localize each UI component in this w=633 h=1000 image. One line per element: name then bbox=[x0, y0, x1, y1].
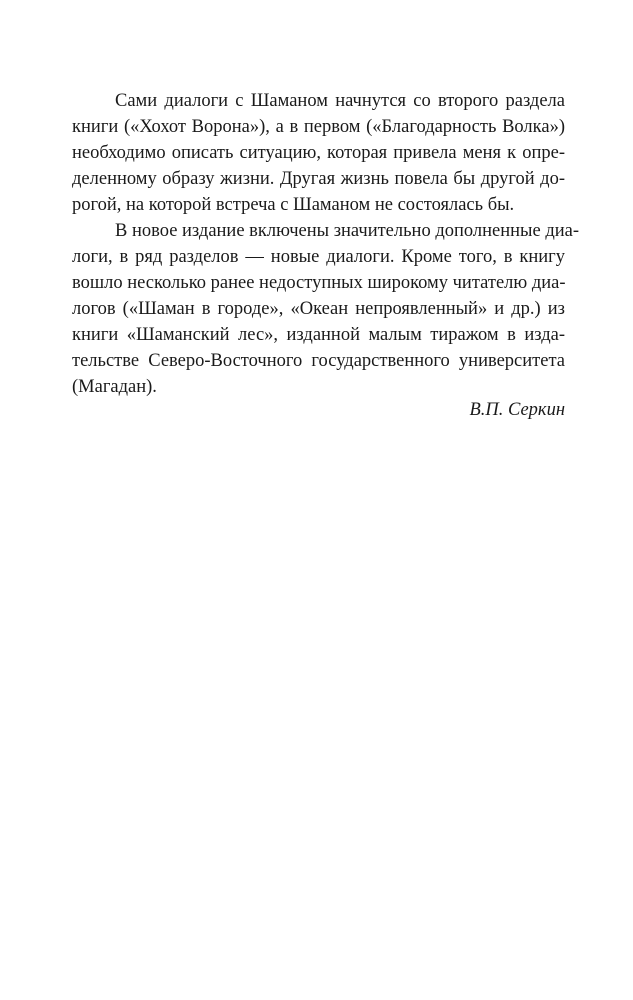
text-line: (Магадан). bbox=[72, 377, 157, 397]
text-line: В новое издание включены значительно дополненные диа- bbox=[115, 221, 579, 241]
text-line: книги («Хохот Ворона»), а в первом («Благодарность Волка») bbox=[72, 117, 565, 137]
text-line: логов («Шаман в городе», «Океан непроявленный» и др.) из bbox=[72, 299, 565, 319]
paragraph-1 bbox=[72, 88, 565, 218]
text-line: логи, в ряд разделов — новые диалоги. Кроме того, в книгу bbox=[72, 247, 565, 267]
paragraph-2 bbox=[72, 218, 579, 400]
text-line: вошло несколько ранее недоступных широкому читателю диа- bbox=[72, 273, 566, 293]
text-line: Сами диалоги с Шаманом начнутся со второго раздела bbox=[115, 91, 565, 111]
body-text bbox=[72, 88, 579, 400]
text-line: необходимо описать ситуацию, которая привела меня к опре- bbox=[72, 143, 565, 163]
text-line: деленному образу жизни. Другая жизнь повела бы другой до- bbox=[72, 169, 565, 189]
text-line: тельстве Северо-Восточного государственного университета bbox=[72, 351, 565, 371]
author-signature: В.П. Серкин bbox=[469, 400, 565, 420]
text-line: рогой, на которой встреча с Шаманом не состоялась бы. bbox=[72, 195, 515, 215]
text-line: книги «Шаманский лес», изданной малым тиражом в изда- bbox=[72, 325, 565, 345]
